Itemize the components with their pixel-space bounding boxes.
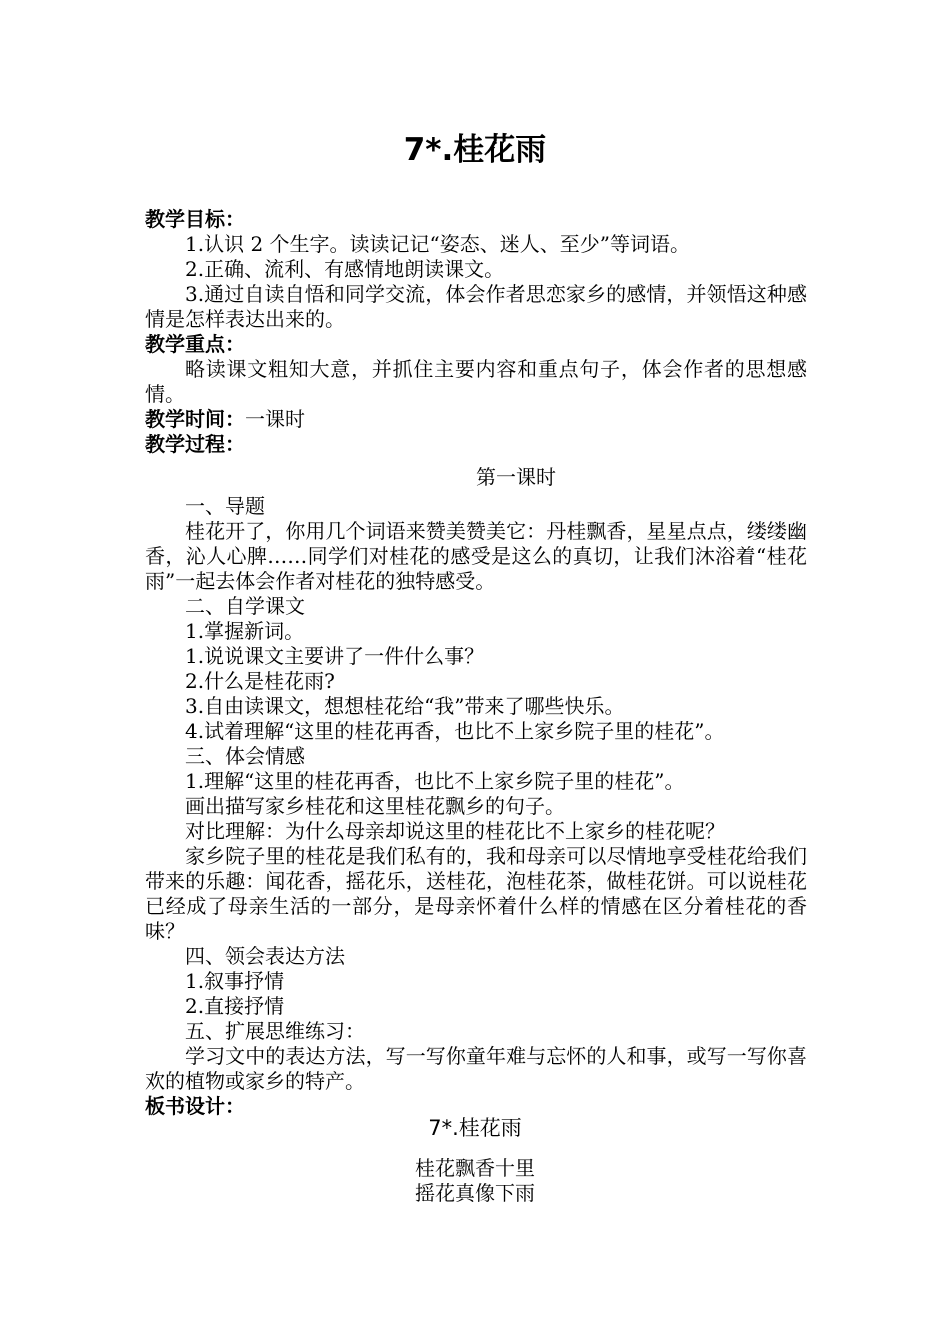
process-paragraph: 1.掌握新词。 bbox=[185, 619, 305, 643]
lesson-label: 第一课时 bbox=[476, 465, 556, 489]
process-paragraph: 1.理解“这里的桂花再香，也比不上家乡院子里的桂花”。 bbox=[185, 769, 685, 793]
time-value: 一课时 bbox=[245, 407, 305, 431]
board-lines bbox=[0, 1156, 950, 1206]
process-paragraph: 1.说说课文主要讲了一件什么事？ bbox=[185, 644, 485, 668]
process-paragraph: 4.试着理解“这里的桂花再香，也比不上家乡院子里的桂花”。 bbox=[185, 719, 725, 743]
process-paragraph: 1.叙事抒情 bbox=[185, 969, 285, 993]
page-title: 7*.桂花雨 bbox=[403, 132, 547, 168]
goal-item: 2.正确、流利、有感情地朗读课文。 bbox=[185, 257, 505, 281]
process-paragraph: 二、自学课文 bbox=[185, 594, 305, 618]
process-paragraph: 一、导题 bbox=[185, 494, 265, 518]
goal-item: 3.通过自读自悟和同学交流，体会作者思恋家乡的感情，并领悟这种感情是怎样表达出来的。 bbox=[145, 282, 807, 331]
board-line: 摇花真像下雨 bbox=[415, 1181, 535, 1205]
time-heading: 教学时间： bbox=[145, 407, 245, 431]
process-paragraph: 学习文中的表达方法，写一写你童年难与忘怀的人和事，或写一写你喜欢的植物或家乡的特产。 bbox=[145, 1044, 807, 1093]
document-body bbox=[145, 207, 807, 1119]
process-paragraph: 四、领会表达方法 bbox=[185, 944, 345, 968]
board-heading: 板书设计： bbox=[145, 1094, 245, 1118]
process-paragraph: 2.什么是桂花雨? bbox=[185, 669, 335, 693]
focus-text: 略读课文粗知大意，并抓住主要内容和重点句子，体会作者的思想感情。 bbox=[145, 357, 807, 406]
process-heading: 教学过程： bbox=[145, 432, 245, 456]
process-paragraph: 画出描写家乡桂花和这里桂花飘乡的句子。 bbox=[185, 794, 565, 818]
goal-item: 1.认识 2 个生字。读读记记“姿态、迷人、至少”等词语。 bbox=[185, 232, 690, 256]
goals-heading: 教学目标： bbox=[145, 207, 245, 231]
process-paragraph: 桂花开了，你用几个词语来赞美赞美它：丹桂飘香，星星点点，缕缕幽香，沁人心脾……同学们对桂花的感受是这么的真切，让我们沐浴着“桂花雨”一起去体会作者对桂花的独特感受。 bbox=[145, 519, 807, 593]
time-line bbox=[145, 407, 807, 432]
board-line: 桂花飘香十里 bbox=[415, 1156, 535, 1180]
board-title: 7*.桂花雨 bbox=[428, 1116, 522, 1140]
process-paragraph: 3.自由读课文，想想桂花给“我”带来了哪些快乐。 bbox=[185, 694, 625, 718]
process-paragraph: 2.直接抒情 bbox=[185, 994, 285, 1018]
process-paragraph: 家乡院子里的桂花是我们私有的，我和母亲可以尽情地享受桂花给我们带来的乐趣：闻花香，摇花乐，送桂花，泡桂花茶，做桂花饼。可以说桂花已经成了母亲生活的一部分，是母亲怀着什么样的情感在区分着桂花的香味？ bbox=[145, 844, 807, 943]
process-paragraph: 三、体会情感 bbox=[185, 744, 305, 768]
process-paragraph: 对比理解：为什么母亲却说这里的桂花比不上家乡的桂花呢？ bbox=[185, 819, 725, 843]
focus-heading: 教学重点： bbox=[145, 332, 245, 356]
process-paragraph: 五、扩展思维练习： bbox=[185, 1019, 365, 1043]
